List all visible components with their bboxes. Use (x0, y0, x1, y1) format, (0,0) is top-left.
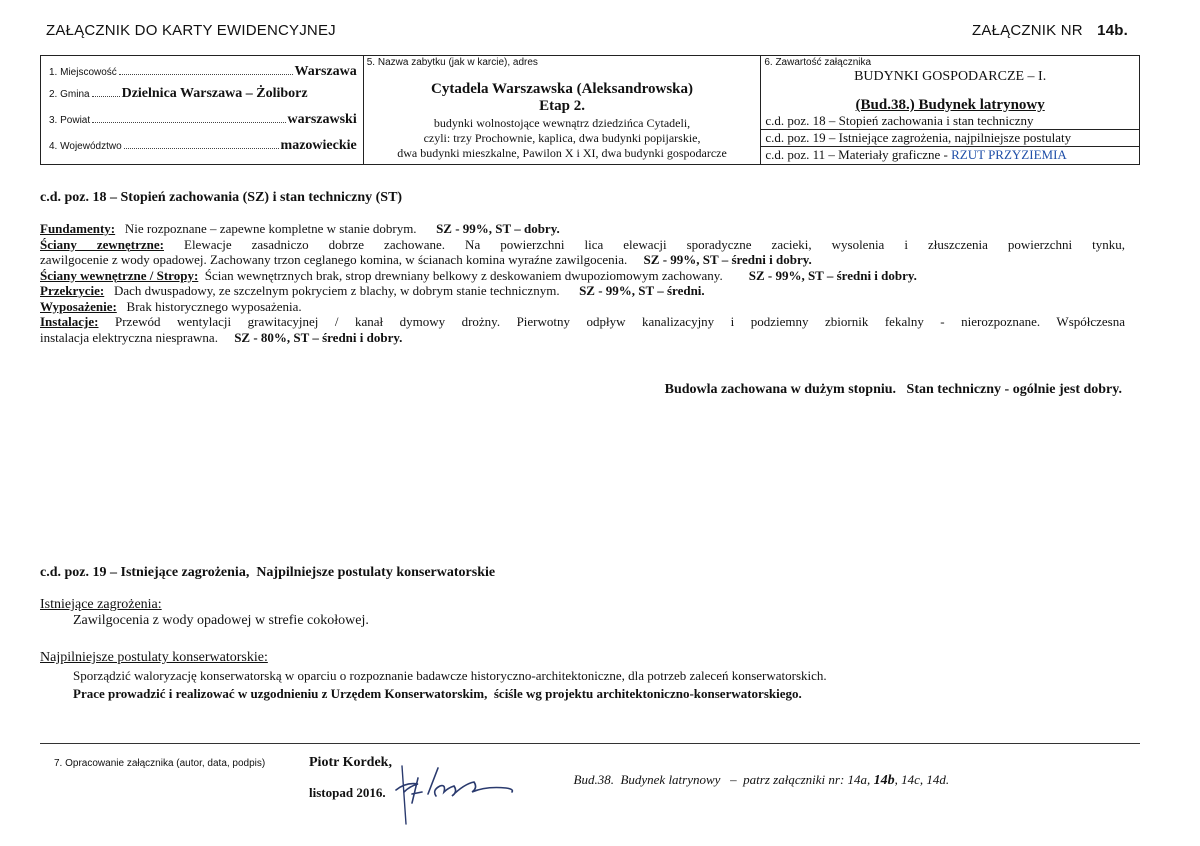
threats-label: Istniejące zagrożenia: (40, 597, 162, 612)
installations-line1 (40, 314, 1125, 330)
address-row-town (41, 64, 363, 86)
external-walls-label: Ściany zewnętrzne: (40, 236, 164, 252)
address-label: 4. Województwo (49, 141, 122, 152)
postulates-label: Najpilniejsze postulaty konserwatorskie: (40, 650, 268, 665)
equipment-line (40, 299, 1125, 315)
threats-text: Zawilgocenia z wody opadowej w strefie cokołowej. (73, 613, 369, 628)
foundations-text: Nie rozpoznane – zapewne kompletne w stanie dobrym. (124, 221, 417, 236)
contents-label: 6. Zawartość załącznika (764, 57, 872, 68)
equipment-label: Wyposażenie: (40, 298, 117, 314)
author-signature (388, 748, 528, 828)
contents-line-11-prefix: c.d. poz. 11 – Materiały graficzne - (765, 147, 952, 162)
equipment-text: Brak historycznego wyposażenia. (126, 298, 302, 314)
monument-name: Cytadela Warszawska (Aleksandrowska) (431, 81, 694, 97)
footer-divider (40, 743, 1140, 744)
dotted-leader (92, 121, 285, 123)
address-row-commune (41, 86, 363, 112)
internal-walls-text: Ścian wewnętrznych brak, strop drewniany belkowy z deskowaniem dwupoziomowym zachowany. (204, 267, 723, 283)
section-18-summary: Budowla zachowana w dużym stopniu. Stan techniczny - ogólnie jest dobry. (664, 382, 1122, 397)
footer-date: listopad 2016. (309, 785, 386, 800)
installations-label: Instalacje: (40, 314, 99, 329)
section-19-heading: c.d. poz. 19 – Istniejące zagrożenia, Najpilniejsze postulaty konserwatorskie (40, 565, 496, 580)
ground-floor-plan-link[interactable]: RZUT PRZYZIEMIA (951, 147, 1067, 162)
monument-stage: Etap 2. (539, 98, 585, 114)
external-walls-rating: SZ - 99%, ST – średni i dobry. (643, 252, 812, 267)
info-table (40, 55, 1140, 165)
postulates-bold-text: Prace prowadzić i realizować w uzgodnieniu z Urzędem Konserwatorskim, ściśle wg projektu architektoniczno-konserwatorskiego. (73, 686, 802, 701)
contents-line-11 (761, 147, 1139, 163)
internal-walls-rating: SZ - 99%, ST – średni i dobry. (748, 267, 917, 283)
contents-cell (761, 56, 1140, 165)
attachment-number-label: ZAŁĄCZNIK NR (972, 22, 1083, 39)
roof-label: Przekrycie: (40, 283, 105, 298)
monument-desc-line3: dwa budynki mieszkalne, Pawilon X i XI, dwa budynki gospodarcze (397, 146, 727, 160)
dotted-leader (124, 147, 279, 149)
address-label: 2. Gmina (49, 89, 90, 100)
address-label: 3. Powiat (49, 115, 91, 126)
footer-reference (567, 756, 949, 789)
internal-walls-line (40, 268, 1125, 284)
foundations-line (40, 221, 1125, 237)
attachment-title: ZAŁĄCZNIK DO KARTY EWIDENCYJNEJ (46, 22, 336, 39)
address-cell (41, 56, 364, 165)
roof-rating: SZ - 99%, ST – średni. (579, 283, 705, 298)
attachment-number (972, 22, 1128, 39)
roof-text: Dach dwuspadowy, ze szczelnym pokryciem z blachy, w dobrym stanie technicznym. (113, 283, 560, 298)
address-row-county (41, 112, 363, 138)
contents-line-19: c.d. poz. 19 – Istniejące zagrożenia, najpilniejsze postulaty (761, 130, 1139, 147)
monument-desc-line1: budynki wolnostojące wewnątrz dziedzińca Cytadeli, (433, 116, 691, 130)
footer-label: 7. Opracowanie załącznika (autor, data, podpis) (54, 758, 266, 769)
installations-text: Przewód wentylacji grawitacyjnej / kanał dymowy drożny. Pierwotny odpływ kanalizacyjny i podziemny zbiornik fekalny - nierozpoznane. Współczesna (115, 314, 1126, 329)
internal-walls-label: Ściany wewnętrzne / Stropy: (40, 267, 199, 283)
contents-subtitle: (Bud.38.) Budynek latrynowy (855, 97, 1045, 113)
dotted-leader (92, 95, 120, 97)
contents-line-18: c.d. poz. 18 – Stopień zachowania i stan techniczny (761, 113, 1139, 130)
postulates-text: Sporządzić waloryzację konserwatorską w oparciu o rozpoznanie badawcze historyczno-architektoniczne, dla potrzeb zaleceń konserwatorskich. (73, 668, 827, 683)
footer-author: Piotr Kordek, (309, 755, 392, 770)
contents-title: BUDYNKI GOSPODARCZE – I. (854, 69, 1047, 84)
address-row-voivodeship (41, 138, 363, 164)
foundations-rating: SZ - 99%, ST – dobry. (436, 221, 560, 236)
dotted-leader (119, 73, 293, 75)
external-walls-line2 (40, 252, 1125, 268)
monument-cell (363, 56, 761, 165)
installations-text-cont: instalacja elektryczna niesprawna. (40, 329, 218, 345)
address-label: 1. Miejscowość (49, 67, 117, 78)
monument-desc-line2: czyli: trzy Prochownie, kaplica, dwa budynki popijarskie, (423, 131, 701, 145)
address-value: mazowieckie (280, 138, 357, 153)
external-walls-text: Elewacje zasadniczo dobrze zachowane. Na powierzchni lica elewacji sporadyczne zacieki, wysolenia i złuszczenia powierzchni tynku, (184, 236, 1125, 252)
external-walls-text-cont: zawilgocenie z wody opadowej. Zachowany trzon ceglanego komina, w ścianach komina wyraźne zawilgocenia. (40, 252, 628, 267)
foundations-label: Fundamenty: (40, 221, 116, 236)
footer-reference-current: 14b (873, 773, 895, 788)
section-18-heading: c.d. poz. 18 – Stopień zachowania (SZ) i stan techniczny (ST) (40, 190, 403, 205)
monument-label: 5. Nazwa zabytku (jak w karcie), adres (366, 57, 538, 68)
address-value: warszawski (287, 112, 357, 127)
external-walls-line1 (40, 237, 1125, 253)
installations-rating: SZ - 80%, ST – średni i dobry. (234, 329, 403, 345)
section-18-body (40, 221, 1125, 345)
attachment-number-value: 14b. (1097, 22, 1128, 39)
address-value: Warszawa (294, 64, 357, 79)
footer-reference-prefix: Bud.38. Budynek latrynowy – patrz załączniki nr: 14a, (573, 772, 874, 787)
installations-line2 (40, 330, 1125, 346)
address-value: Dzielnica Warszawa – Żoliborz (121, 86, 308, 101)
footer-reference-suffix: , 14c, 14d. (894, 772, 950, 787)
roof-line (40, 283, 1125, 299)
